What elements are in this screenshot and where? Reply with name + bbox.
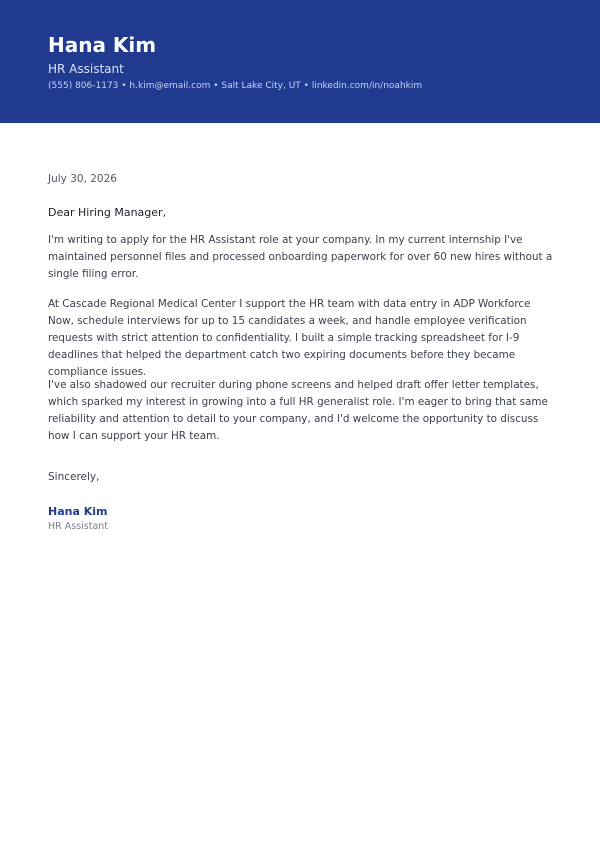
body-paragraph-1: I'm writing to apply for the HR Assistant role at your company. In my current internship I've maintained personnel files and processed onboarding paperwork for over 60 new hires without a single filing error.: [48, 234, 553, 280]
body-paragraph-2: At Cascade Regional Medical Center I support the HR team with data entry in ADP Workforce Now, schedule interviews for up to 15 candidates a week, and handle employee verification requests with strict attention to confidentiality. I built a simple tracking spreadsheet for I-9 deadlines that helped the department catch two expiring documents before they became compliance issues.: [48, 298, 531, 378]
salutation: Dear Hiring Manager,: [48, 206, 167, 219]
signature-role: HR Assistant: [48, 521, 109, 532]
contact-line: (555) 806-1173 • h.kim@email.com • Salt Lake City, UT • linkedin.com/in/noahkim: [48, 81, 423, 91]
letter-date: July 30, 2026: [48, 173, 117, 185]
letter-header: [0, 0, 600, 123]
applicant-name: Hana Kim: [48, 33, 157, 57]
closing: Sincerely,: [48, 471, 100, 483]
signature-name: Hana Kim: [48, 505, 108, 518]
body-paragraph-3: I've also shadowed our recruiter during phone screens and helped draft offer letter templates, which sparked my interest in growing into a full HR generalist role. I'm eager to bring that same reliability and attention to detail to your company, and I'd welcome the opportunity to discuss how I can support your HR team.: [48, 379, 548, 442]
applicant-role: HR Assistant: [48, 62, 124, 76]
